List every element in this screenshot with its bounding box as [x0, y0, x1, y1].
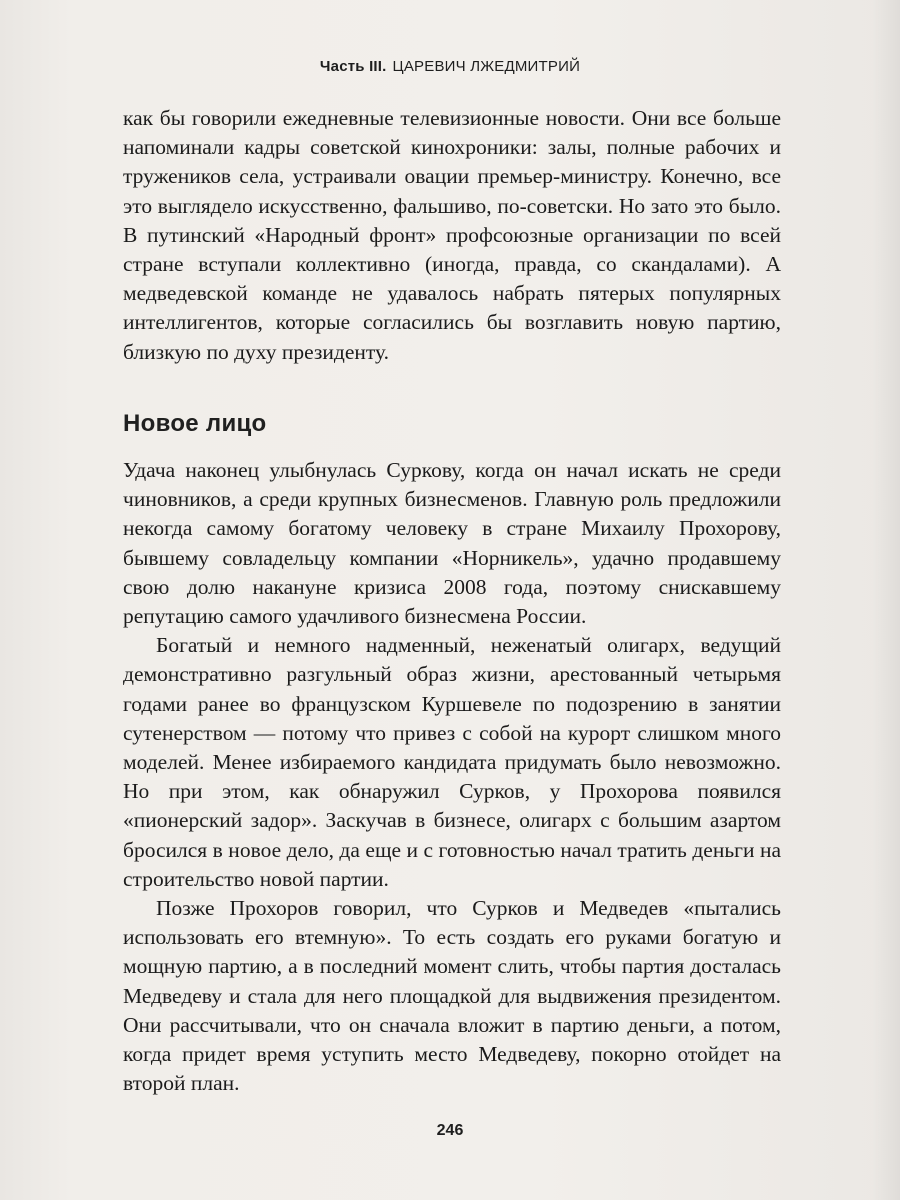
- page-number: 246: [436, 1122, 464, 1139]
- paragraph-1: Удача наконец улыбнулась Суркову, когда он начал искать не среди чиновников, а среди крупных бизнесменов. Главную роль предложили некогда самому богатому человеку в стране Михаилу Прохорову, бывшему совладельцу компании «Норникель», удачно продавшему свою долю накануне кризиса 2008 года, поэтому снискавшему репутацию самого удачливого бизнесмена России.: [123, 458, 781, 629]
- section-text-block: [123, 456, 781, 1098]
- part-label: Часть III.: [319, 58, 387, 75]
- paragraph-3: Позже Прохоров говорил, что Сурков и Медведев «пытались использовать его втемную». То есть создать его руками богатую и мощную партию, а в последний момент слить, чтобы партия досталась Медведеву и стала для него площадкой для выдвижения президентом. Они рассчитывали, что он сначала вложит в партию деньги, а потом, когда придет время уступить место Медведеву, покорно отойдет на второй план.: [123, 896, 781, 1096]
- intro-text-block: [123, 104, 781, 367]
- chapter-title: ЦАРЕВИЧ ЛЖЕДМИТРИЙ: [392, 58, 581, 75]
- running-head: [0, 58, 900, 75]
- paragraph-2: Богатый и немного надменный, неженатый олигарх, ведущий демонстративно разгульный образ жизни, арестованный четырьмя годами ранее во французском Куршевеле по подозрению в занятии сутенерством — потому что привез с собой на курорт слишком много моделей. Менее избираемого кандидата придумать было невозможно. Но при этом, как обнаружил Сурков, у Прохорова появился «пионерский задор». Заскучав в бизнесе, олигарх с большим азартом бросился в новое дело, да еще и с готовностью начал тратить деньги на строительство новой партии.: [123, 633, 781, 891]
- intro-paragraph: как бы говорили ежедневные телевизионные новости. Они все больше напоминали кадры советской кинохроники: залы, полные рабочих и тружеников села, устраивали овации премьер-министру. Конечно, все это выглядело искусственно, фальшиво, по-советски. Но зато это было. В путинский «Народный фронт» профсоюзные организации по всей стране вступали коллективно (иногда, правда, со скандалами). А медведевской команде не удавалось набрать пятерых популярных интеллигентов, которые согласились бы возглавить новую партию, близкую по духу президенту.: [123, 106, 781, 364]
- section-heading: Новое лицо: [123, 410, 267, 437]
- page-edge-shadow: [872, 0, 900, 1200]
